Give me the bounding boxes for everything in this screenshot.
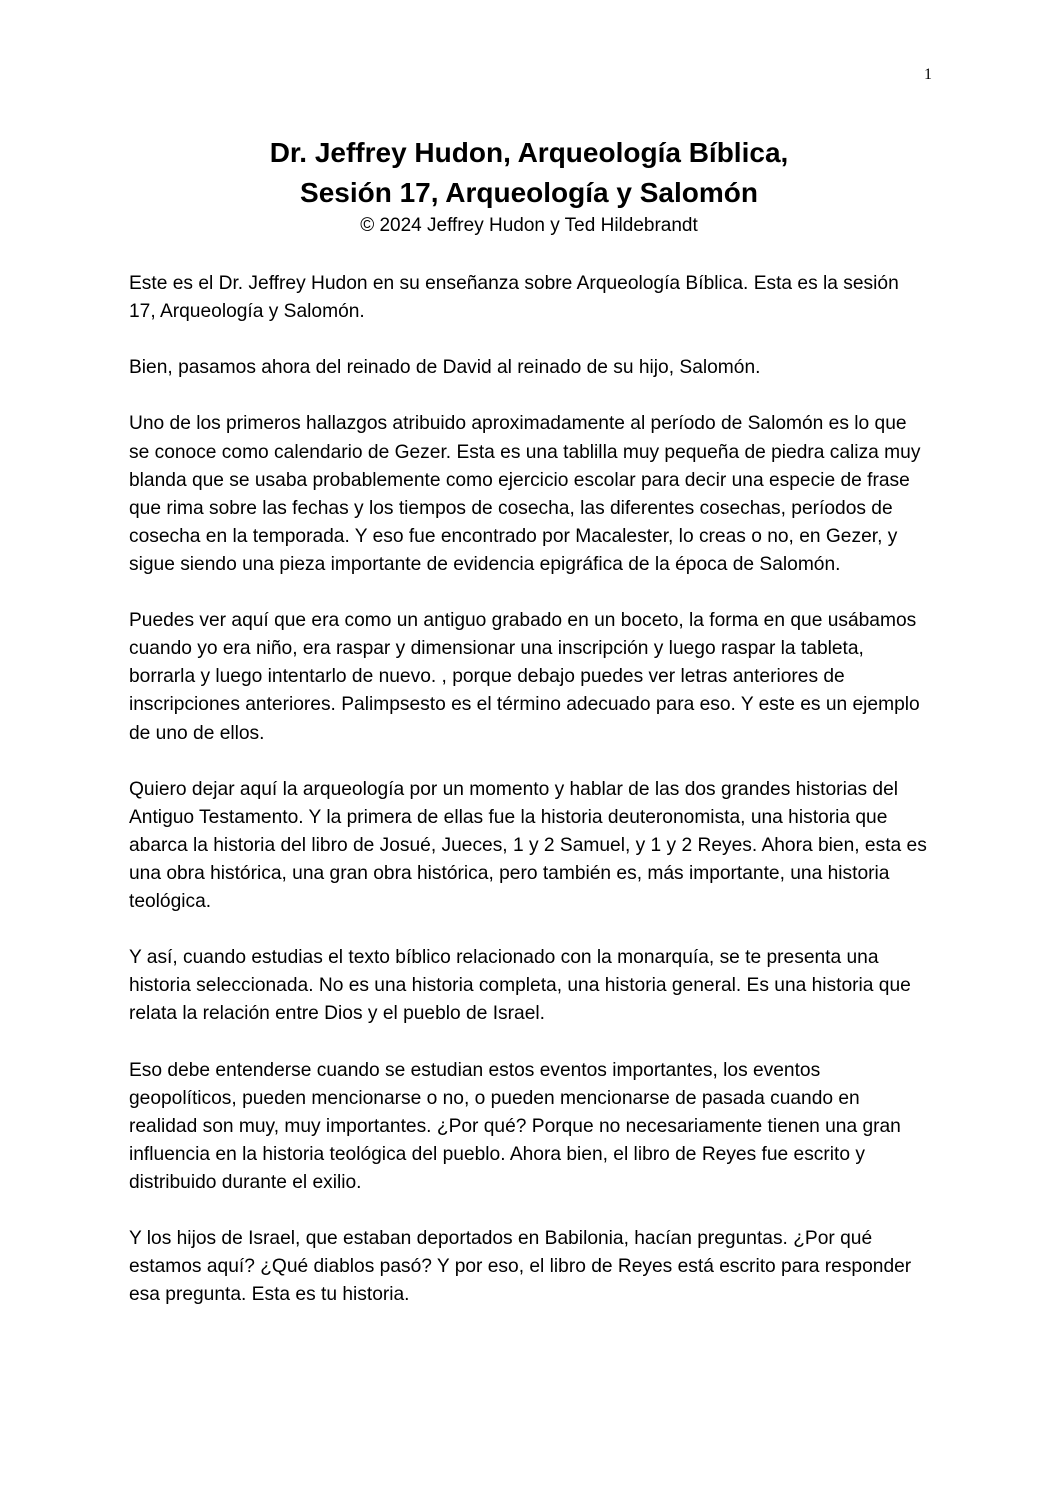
paragraph: Y los hijos de Israel, que estaban deportados en Babilonia, hacían preguntas. ¿Por qué estamos aquí? ¿Qué diablos pasó? Y por eso, el libro de Reyes está escrito para responder esa pregunta. Esta es tu historia. [129, 1228, 912, 1306]
copyright-notice: © 2024 Jeffrey Hudon y Ted Hildebrandt [360, 215, 698, 236]
paragraph: Uno de los primeros hallazgos atribuido aproximadamente al período de Salomón es lo que se conoce como calendario de Gezer. Esta es una tablilla muy pequeña de piedra caliza muy blanda que se usaba probablemente como ejercicio escolar para decir una especie de frase que rima sobre las fechas y los tiempos de cosecha, las diferentes cosechas, períodos de cosecha en la temporada. Y eso fue encontrado por Macalester, lo creas o no, en Gezer, y sigue siendo una pieza importante de evidencia epigráfica de la época de Salomón. [129, 413, 921, 575]
paragraph: Este es el Dr. Jeffrey Hudon en su enseñanza sobre Arqueología Bíblica. Esta es la sesión 17, Arqueología y Salomón. [129, 273, 899, 323]
page-number: 1 [924, 66, 932, 83]
paragraph: Bien, pasamos ahora del reinado de David al reinado de su hijo, Salomón. [129, 357, 761, 379]
document-title-line-2: Sesión 17, Arqueología y Salomón [300, 177, 758, 208]
document-body [129, 270, 929, 1338]
paragraph: Y así, cuando estudias el texto bíblico relacionado con la monarquía, se te presenta una historia seleccionada. No es una historia completa, una historia general. Es una historia que relata la relación entre Dios y el pueblo de Israel. [129, 947, 911, 1025]
document-title-line-1: Dr. Jeffrey Hudon, Arqueología Bíblica, [269, 137, 789, 168]
paragraph: Eso debe entenderse cuando se estudian estos eventos importantes, los eventos geopolíticos, pueden mencionarse o no, o pueden mencionarse de pasada cuando en realidad son muy, muy importantes. ¿Por qué? Porque no necesariamente tienen una gran influencia en la historia teológica del pueblo. Ahora bien, el libro de Reyes fue escrito y distribuido durante el exilio. [129, 1059, 901, 1193]
document-header [0, 133, 1058, 238]
paragraph: Quiero dejar aquí la arqueología por un momento y hablar de las dos grandes historias del Antiguo Testamento. Y la primera de ellas fue la historia deuteronomista, una historia que abarca la historia del libro de Josué, Jueces, 1 y 2 Samuel, y 1 y 2 Reyes. Ahora bien, esta es una obra histórica, una gran obra histórica, pero también es, más importante, una historia teológica. [129, 778, 927, 913]
paragraph: Puedes ver aquí que era como un antiguo grabado en un boceto, la forma en que usábamos cuando yo era niño, era raspar y dimensionar una inscripción y luego raspar la tableta, borrarla y luego intentarlo de nuevo. , porque debajo puedes ver letras anteriores de inscripciones anteriores. Palimpsesto es el término adecuado para eso. Y este es un ejemplo de uno de ellos. [129, 610, 920, 744]
